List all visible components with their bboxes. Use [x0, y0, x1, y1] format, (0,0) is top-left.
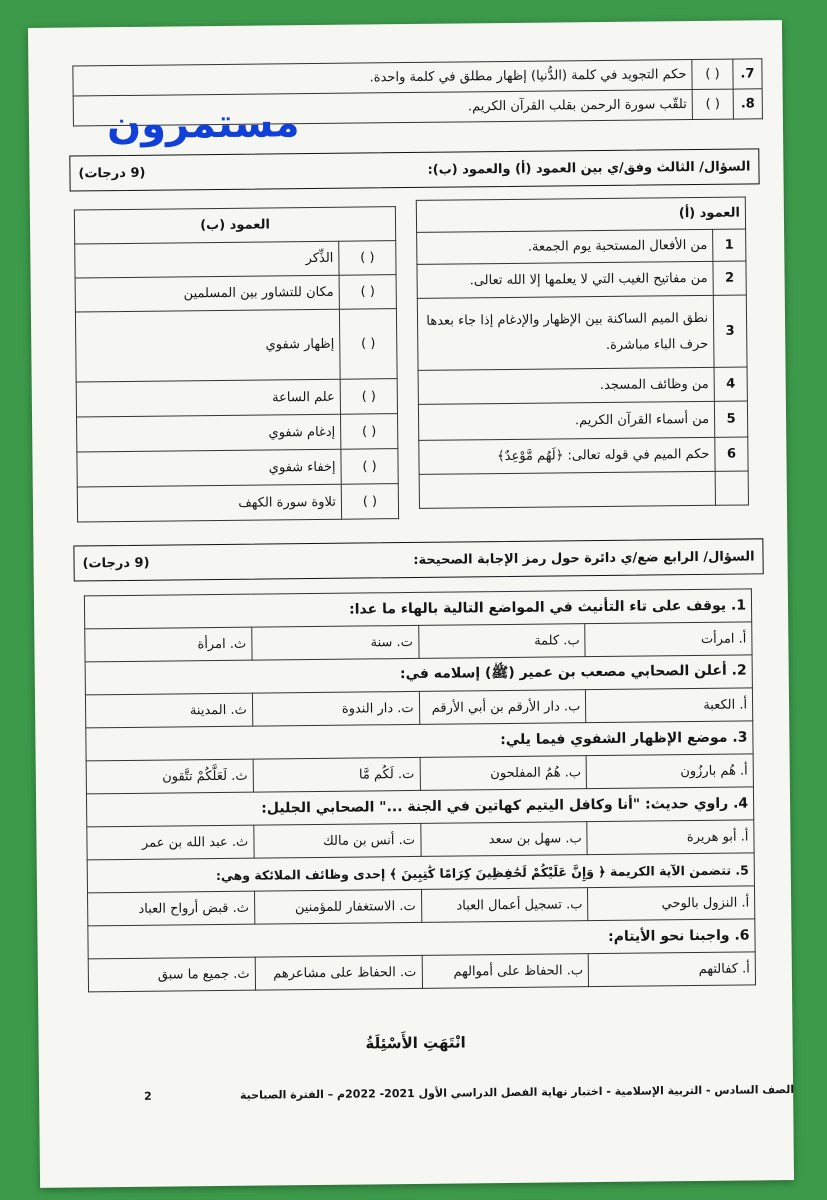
table-row [419, 437, 748, 474]
option-a[interactable]: أ. هُم بارزُون [586, 754, 753, 789]
statement-text: حكم التجويد في كلمة (الدُّنيا) إظهار مطلق في كلمة واحدة. [73, 60, 692, 96]
row-number [715, 471, 748, 505]
item-number: 7. [733, 59, 762, 89]
table-row [76, 379, 397, 417]
column-b-text: إظهار شفوي [75, 309, 340, 382]
answer-parentheses[interactable]: ( ) [692, 59, 733, 89]
option-c[interactable]: ت. أنس بن مالك [254, 823, 421, 858]
question-text: 1. يوقف على تاء التأنيث في المواضع التالية بالهاء ما عدا: [84, 589, 751, 629]
answer-parentheses[interactable]: ( ) [692, 89, 733, 119]
row-number: 1 [713, 229, 746, 261]
table-row [75, 309, 397, 382]
multiple-choice-table [84, 588, 756, 992]
option-c[interactable]: ت. الحفاظ على مشاعرهم [255, 955, 422, 990]
answer-parentheses[interactable]: ( ) [340, 379, 397, 415]
column-b-text: علم الساعة [76, 379, 340, 417]
column-b-header: العمود (ب) [74, 207, 395, 244]
table-row [77, 414, 398, 452]
option-a[interactable]: أ. النزول بالوحي [588, 886, 755, 921]
question-text: 4. راوي حديث: "أنا وكافل اليتيم كهاتين في الجنة ..." الصحابي الجليل: [86, 787, 753, 827]
option-d[interactable]: ث. المدينة [85, 693, 252, 728]
answer-parentheses[interactable]: ( ) [339, 241, 396, 276]
answer-parentheses[interactable]: ( ) [341, 449, 398, 485]
column-b-text: الذِّكر [75, 241, 339, 278]
question-text: 6. واجبنا نحو الأيتام: [88, 919, 755, 959]
answer-parentheses[interactable]: ( ) [341, 414, 398, 450]
table-row [416, 197, 745, 232]
item-number: 8. [733, 89, 762, 119]
option-c[interactable]: ت. سنة [251, 625, 418, 660]
table-row [77, 484, 398, 522]
column-a-text [419, 471, 715, 508]
option-b[interactable]: ب. هُمُ المفلحون [420, 756, 587, 791]
question-3-title: السؤال/ الثالث وفق/ي بين العمود (أ) والعمود (ب): [427, 158, 751, 178]
option-d[interactable]: ث. عبد الله بن عمر [87, 825, 254, 860]
column-a-text: من أسماء القرآن الكريم. [418, 401, 714, 440]
table-row [419, 471, 748, 508]
stamp-logo: مستمرون [106, 100, 300, 149]
option-a[interactable]: أ. كفالتهم [588, 952, 755, 987]
option-d[interactable]: ث. امرأة [85, 627, 252, 662]
column-a-text: حكم الميم في قوله تعالى: ﴿لَهُم مَّوْعِدٌ﴾ [419, 437, 715, 474]
options-row [88, 952, 755, 992]
column-a-text: نطق الميم الساكنة بين الإظهار والإدغام إذا جاء بعدها حرف الباء مباشرة. [417, 295, 714, 370]
page-number: 2 [144, 1089, 152, 1103]
question-3-marks: (9 درجات) [78, 165, 146, 181]
option-b[interactable]: ب. الحفاظ على أموالهم [422, 954, 589, 989]
footer-text: الصف السادس - التربية الإسلامية - اختبار نهاية الفصل الدراسي الأول 2021- 2022م – الفترة الصباحية [239, 1083, 795, 1102]
option-d[interactable]: ث. لَعَلَّكُمْ تتَّقون [86, 759, 253, 794]
table-row [77, 449, 398, 487]
column-b-text: مكان للتشاور بين المسلمين [75, 275, 339, 312]
table-row [74, 207, 395, 244]
page-footer [144, 1083, 794, 1103]
column-a-header: العمود (أ) [416, 197, 745, 232]
question-3-header [69, 148, 759, 191]
column-b-table [74, 206, 399, 522]
table-row [418, 401, 747, 440]
answer-parentheses[interactable]: ( ) [339, 275, 396, 310]
option-c[interactable]: ت. الاستغفار للمؤمنين [254, 889, 421, 924]
option-c[interactable]: ت. دار الندوة [252, 691, 419, 726]
option-b[interactable]: ب. دار الأرقم بن أبي الأرقم [419, 690, 586, 725]
column-a-text: من الأفعال المستحبة يوم الجمعة. [417, 229, 713, 264]
question-text: 2. أعلن الصحابي مصعب بن عمير (ﷺ) إسلامه في: [85, 655, 752, 695]
row-number: 6 [715, 437, 748, 471]
row-number: 5 [714, 401, 747, 437]
row-number: 2 [713, 261, 746, 295]
table-row [417, 261, 746, 298]
column-a-text: من وظائف المسجد. [418, 367, 714, 404]
column-b-text: تلاوة سورة الكهف [77, 484, 341, 522]
table-row [75, 275, 396, 312]
column-b-text: إدغام شفوي [77, 414, 341, 452]
table-row [417, 295, 747, 370]
table-row [75, 241, 396, 278]
row-number: 4 [714, 367, 747, 401]
column-b-text: إخفاء شفوي [77, 449, 341, 487]
question-text: 3. موضع الإظهار الشفوي فيما يلي: [86, 721, 753, 761]
row-number: 3 [713, 295, 747, 367]
question-4-header [73, 538, 763, 581]
column-a-text: من مفاتيح الغيب التي لا يعلمها إلا الله تعالى. [417, 261, 713, 298]
exam-page [28, 20, 794, 1188]
option-a[interactable]: أ. امرأت [585, 622, 752, 657]
answer-parentheses[interactable]: ( ) [339, 309, 397, 380]
option-c[interactable]: ت. لَكُم مَّا [253, 757, 420, 792]
table-row [417, 229, 746, 264]
option-a[interactable]: أ. الكعبة [586, 688, 753, 723]
statement-text: تلقّب سورة الرحمن بقلب القرآن الكريم. [73, 90, 692, 126]
option-d[interactable]: ث. قبض أرواح العباد [88, 891, 255, 926]
option-b[interactable]: ب. سهل بن سعد [420, 822, 587, 857]
option-a[interactable]: أ. أبو هريرة [587, 820, 754, 855]
question-4-title: السؤال/ الرابع ضع/ي دائرة حول رمز الإجابة الصحيحة: [413, 548, 755, 568]
question-text: 5. تتضمن الآية الكريمة ﴿ وَإِنَّ عَلَيْكُمْ لَحَٰفِظِينَ كِرَامًا كَٰتِبِينَ ﴾ إحدى وظائف الملائكة وهي: [87, 853, 754, 893]
option-b[interactable]: ب. تسجيل أعمال العباد [421, 888, 588, 923]
column-a-table [416, 196, 749, 508]
option-b[interactable]: ب. كلمة [418, 624, 585, 659]
question-4-marks: (9 درجات) [82, 555, 150, 571]
option-d[interactable]: ث. جميع ما سبق [88, 957, 255, 992]
answer-parentheses[interactable]: ( ) [341, 484, 398, 520]
table-row [418, 367, 747, 404]
end-of-questions: انْتَهَتِ الأَسْئِلَةُ [365, 1033, 466, 1053]
